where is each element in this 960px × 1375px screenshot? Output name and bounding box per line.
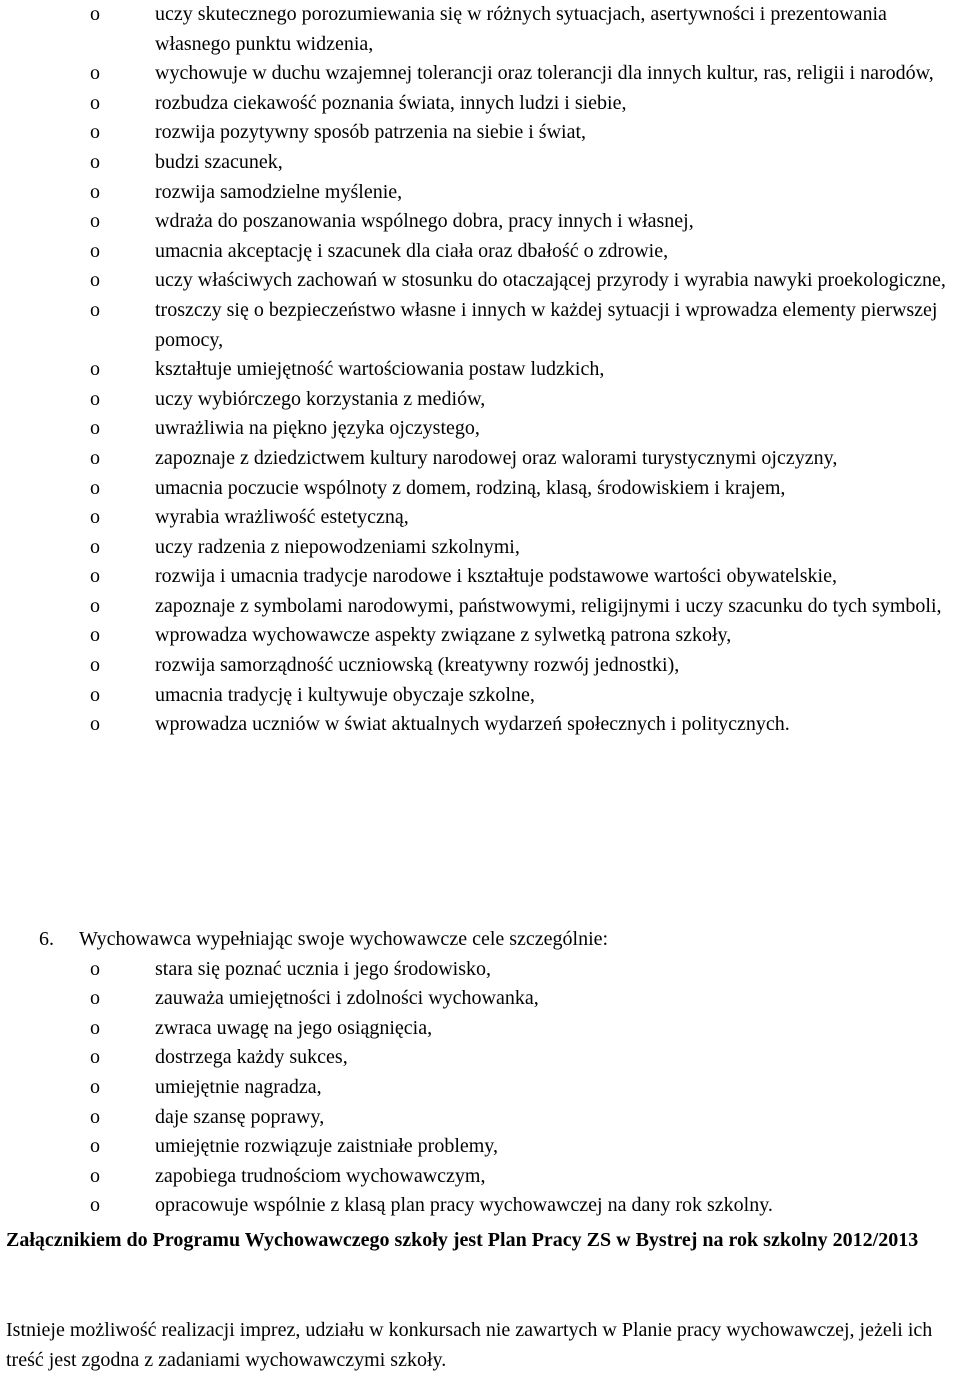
closing-note: Istnieje możliwość realizacji imprez, udziału w konkursach nie zawartych w Planie pracy wychowawczej, jeżeli ich treść jest zgodna z zadaniami wychowawczymi szkoły.	[6, 1319, 933, 1371]
list-item	[0, 0, 960, 59]
bullet-marker: o	[90, 62, 100, 85]
list-item-text: zapobiega trudnościom wychowawczym,	[155, 1164, 486, 1187]
list-item	[0, 533, 960, 563]
section-6	[0, 925, 960, 1221]
list-item	[0, 503, 960, 533]
list-item-text: wyrabia wrażliwość estetyczną,	[155, 506, 409, 529]
list-item	[0, 681, 960, 711]
bullet-marker: o	[90, 713, 100, 736]
bullet-marker: o	[90, 239, 100, 262]
list-item	[0, 1073, 960, 1103]
list-item	[0, 266, 960, 296]
list-item-text: stara się poznać ucznia i jego środowisko,	[155, 957, 492, 980]
list-item-text: rozwija i umacnia tradycje narodowe i kształtuje podstawowe wartości obywatelskie,	[155, 565, 837, 588]
list-item	[0, 355, 960, 385]
bullet-marker: o	[90, 387, 100, 410]
bullet-marker: o	[90, 91, 100, 114]
list-item	[0, 178, 960, 208]
list-item	[0, 118, 960, 148]
bullet-marker: o	[90, 565, 100, 588]
list-item-text: rozbudza ciekawość poznania świata, innych ludzi i siebie,	[155, 91, 627, 114]
bullet-marker: o	[90, 417, 100, 440]
list-item-text: daje szansę poprawy,	[155, 1105, 325, 1128]
list-item	[0, 1191, 960, 1221]
list-item-text: umacnia tradycję i kultywuje obyczaje szkolne,	[155, 683, 535, 706]
list-item	[0, 296, 960, 355]
bullet-marker: o	[90, 1164, 100, 1187]
bullet-marker: o	[90, 269, 100, 292]
bullet-marker: o	[90, 1016, 100, 1039]
list-item-text: opracowuje wspólnie z klasą plan pracy wychowawczej na dany rok szkolny.	[155, 1194, 773, 1217]
list-item	[0, 1043, 960, 1073]
list-item-text: rozwija pozytywny sposób patrzenia na siebie i świat,	[155, 121, 586, 144]
bullet-marker: o	[90, 624, 100, 647]
list-item-text: wychowuje w duchu wzajemnej tolerancji oraz tolerancji dla innych kultur, ras, religii i narodów,	[155, 62, 934, 85]
bullet-marker: o	[90, 506, 100, 529]
list-item	[0, 1162, 960, 1192]
list-item	[0, 984, 960, 1014]
list-item-text: umiejętnie nagradza,	[155, 1075, 322, 1098]
bullet-marker: o	[90, 210, 100, 233]
bullet-marker: o	[90, 957, 100, 980]
section-heading	[0, 925, 960, 955]
list-item	[0, 89, 960, 119]
bullet-marker: o	[90, 1105, 100, 1128]
list-item	[0, 562, 960, 592]
list-item	[0, 1132, 960, 1162]
list-item-text: uczy radzenia z niepowodzeniami szkolnymi,	[155, 535, 520, 558]
list-item-text: umiejętnie rozwiązuje zaistniałe problemy,	[155, 1135, 499, 1158]
bullet-marker: o	[90, 1194, 100, 1217]
tutor-duties-list	[0, 955, 960, 1221]
list-item	[0, 237, 960, 267]
bullet-marker: o	[90, 121, 100, 144]
list-item-text: rozwija samodzielne myślenie,	[155, 180, 403, 203]
list-item-text: umacnia akceptację i szacunek dla ciała oraz dbałość o zdrowie,	[155, 239, 669, 262]
list-item-text: dostrzega każdy sukces,	[155, 1046, 348, 1069]
list-item-text: uczy wybiórczego korzystania z mediów,	[155, 387, 486, 410]
list-item	[0, 1014, 960, 1044]
list-item-text: uczy właściwych zachowań w stosunku do otaczającej przyrody i wyrabia nawyki proekologiczne,	[155, 269, 946, 292]
bullet-marker: o	[90, 987, 100, 1010]
list-item	[0, 207, 960, 237]
list-item-text: umacnia poczucie wspólnoty z domem, rodziną, klasą, środowiskiem i krajem,	[155, 476, 786, 499]
list-item-text: wprowadza uczniów w świat aktualnych wydarzeń społecznych i politycznych.	[155, 713, 790, 736]
bullet-marker: o	[90, 594, 100, 617]
bullet-marker: o	[90, 476, 100, 499]
list-item	[0, 955, 960, 985]
bullet-marker: o	[90, 180, 100, 203]
list-item-text: uwrażliwia na piękno języka ojczystego,	[155, 417, 480, 440]
list-item-text: rozwija samorządność uczniowską (kreatywny rozwój jednostki),	[155, 654, 680, 677]
list-item	[0, 474, 960, 504]
list-item	[0, 710, 960, 740]
bullet-marker: o	[90, 1075, 100, 1098]
list-item	[0, 444, 960, 474]
bullet-marker: o	[90, 1135, 100, 1158]
section-number: 6.	[39, 928, 54, 950]
list-item	[0, 592, 960, 622]
section-heading-text: Wychowawca wypełniając swoje wychowawcze cele szczególnie:	[79, 928, 609, 950]
list-item	[0, 621, 960, 651]
list-item-text: troszczy się o bezpieczeństwo własne i innych w każdej sytuacji i wprowadza elementy pierwszej pomocy,	[155, 298, 938, 351]
bullet-marker: o	[90, 654, 100, 677]
bullet-marker: o	[90, 535, 100, 558]
list-item	[0, 148, 960, 178]
list-item	[0, 414, 960, 444]
bullet-marker: o	[90, 1046, 100, 1069]
list-item	[0, 385, 960, 415]
bullet-marker: o	[90, 683, 100, 706]
list-item	[0, 651, 960, 681]
bullet-marker: o	[90, 298, 100, 321]
list-item-text: kształtuje umiejętność wartościowania postaw ludzkich,	[155, 358, 605, 381]
list-item	[0, 1103, 960, 1133]
list-item-text: zwraca uwagę na jego osiągnięcia,	[155, 1016, 433, 1039]
bullet-marker: o	[90, 3, 100, 25]
bullet-marker: o	[90, 446, 100, 469]
bullet-marker: o	[90, 358, 100, 381]
list-item	[0, 59, 960, 89]
list-item-text: zapoznaje z symbolami narodowymi, państwowymi, religijnymi i uczy szacunku do tych symboli,	[155, 594, 942, 617]
annex-statement: Załącznikiem do Programu Wychowawczego szkoły jest Plan Pracy ZS w Bystrej na rok szkolny 2012/2013	[6, 1229, 919, 1251]
list-item-text: zapoznaje z dziedzictwem kultury narodowej oraz walorami turystycznymi ojczyzny,	[155, 446, 838, 469]
list-item-text: uczy skutecznego porozumiewania się w różnych sytuacjach, asertywności i prezentowania własnego punktu widzenia,	[155, 3, 887, 55]
list-item-text: budzi szacunek,	[155, 150, 283, 173]
list-item-text: wprowadza wychowawcze aspekty związane z sylwetką patrona szkoły,	[155, 624, 732, 647]
bullet-marker: o	[90, 150, 100, 173]
list-item-text: zauważa umiejętności i zdolności wychowanka,	[155, 987, 539, 1010]
list-item-text: wdraża do poszanowania wspólnego dobra, pracy innych i własnej,	[155, 210, 694, 233]
